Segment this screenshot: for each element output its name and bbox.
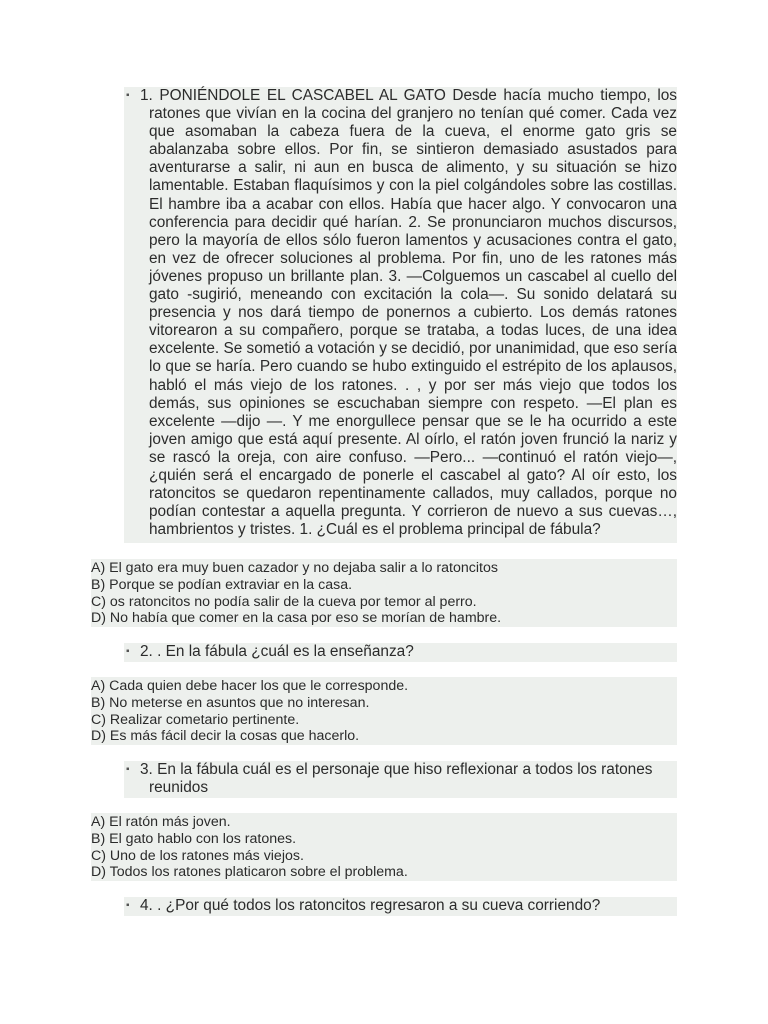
question-3-text: 3. En la fábula cuál es el personaje que hiso reflexionar a todos los ratones reunidos (140, 761, 653, 797)
question-1-options (91, 559, 677, 627)
option-b: B) Porque se podían extraviar en la casa. (91, 576, 353, 593)
question-2-text: 2. . En la fábula ¿cuál es la enseñanza? (140, 643, 414, 660)
question-2-options (91, 677, 677, 745)
question-1-block (124, 87, 677, 543)
option-a: A) El gato era muy buen cazador y no dejaba salir a lo ratoncitos (91, 560, 498, 576)
option-d: D) No había que comer en la casa por eso se morían de hambre. (91, 610, 502, 627)
option-a: A) El ratón más joven. (91, 814, 231, 830)
question-2-block (124, 643, 677, 662)
option-b: B) El gato hablo con los ratones. (91, 830, 297, 847)
option-c: C) Uno de los ratones más viejos. (91, 847, 304, 864)
bullet-icon: ▪ (126, 764, 130, 775)
question-1-text: 1. PONIÉNDOLE EL CASCABEL AL GATO Desde hacía mucho tiempo, los ratones que vivían en la cocina del granjero no tenían qué comer. Cada vez que asomaban la cabeza fuera de la cueva, el enorme gato gris se abalanzaba sobre ellos. Por fin, se sintieron demasiado asustados para aventurarse a salir, ni aun en busca de alimento, y su situación se hizo lamentable. Estaban flaquísimos y con la piel colgándoles sobre las costillas. El hambre iba a acabar con ellos. Había que hacer algo. Y convocaron una conferencia para decidir qué harían. 2. Se pronunciaron muchos discursos, pero la mayoría de ellos sólo fueron lamentos y acusaciones contra el gato, en vez de ofrecer soluciones al problema. Por fin, uno de les ratones más jóvenes propuso un brillante plan. 3. —Colguemos un cascabel al cuello del gato -sugirió, meneando con excitación la cola—. Su sonido delatará su presencia y nos dará tiempo de ponernos a cubierto. Los demás ratones vitorearon a su compañero, porque se trataba, a todas luces, de una idea excelente. Se sometió a votación y se decidió, por unanimidad, que eso sería lo que se haría. Pero cuando se hubo extinguido el estrépito de los aplausos, habló el más viejo de los ratones. . , y por ser más viejo que todos los demás, sus opiniones se escuchaban siempre con respeto. —El plan es excelente —dijo —. Y me enorgullece pensar que se le ha ocurrido a este joven amigo que está aquí presente. Al oírlo, el ratón joven frunció la nariz y se rascó la oreja, con aire confuso. —Pero... —continuó el ratón viejo—, ¿quién será el encargado de ponerle el cascabel al gato? Al oír esto, los ratoncitos se quedaron repentinamente callados, muy callados, porque no podían contestar a aquella pregunta. Y corrieron de nuevo a sus cuevas…, hambrientos y tristes. 1. ¿Cuál es el problema principal de fábula? (140, 87, 677, 539)
question-3-block (124, 761, 677, 798)
option-d: D) Es más fácil decir la cosas que hacerlo. (91, 728, 360, 745)
option-a: A) Cada quien debe hacer los que le corresponde. (91, 678, 409, 694)
option-d: D) Todos los ratones platicaron sobre el problema. (91, 864, 408, 881)
question-4-text: 4. . ¿Por qué todos los ratoncitos regresaron a su cueva corriendo? (140, 897, 601, 914)
bullet-icon: ▪ (126, 646, 130, 657)
question-3-options (91, 813, 677, 881)
option-c: C) Realizar cometario pertinente. (91, 711, 300, 728)
question-4-block (124, 897, 677, 916)
bullet-icon: ▪ (126, 900, 130, 911)
option-c: C) os ratoncitos no podía salir de la cueva por temor al perro. (91, 593, 477, 610)
bullet-icon: ▪ (126, 90, 130, 101)
option-b: B) No meterse en asuntos que no interesan. (91, 694, 370, 711)
